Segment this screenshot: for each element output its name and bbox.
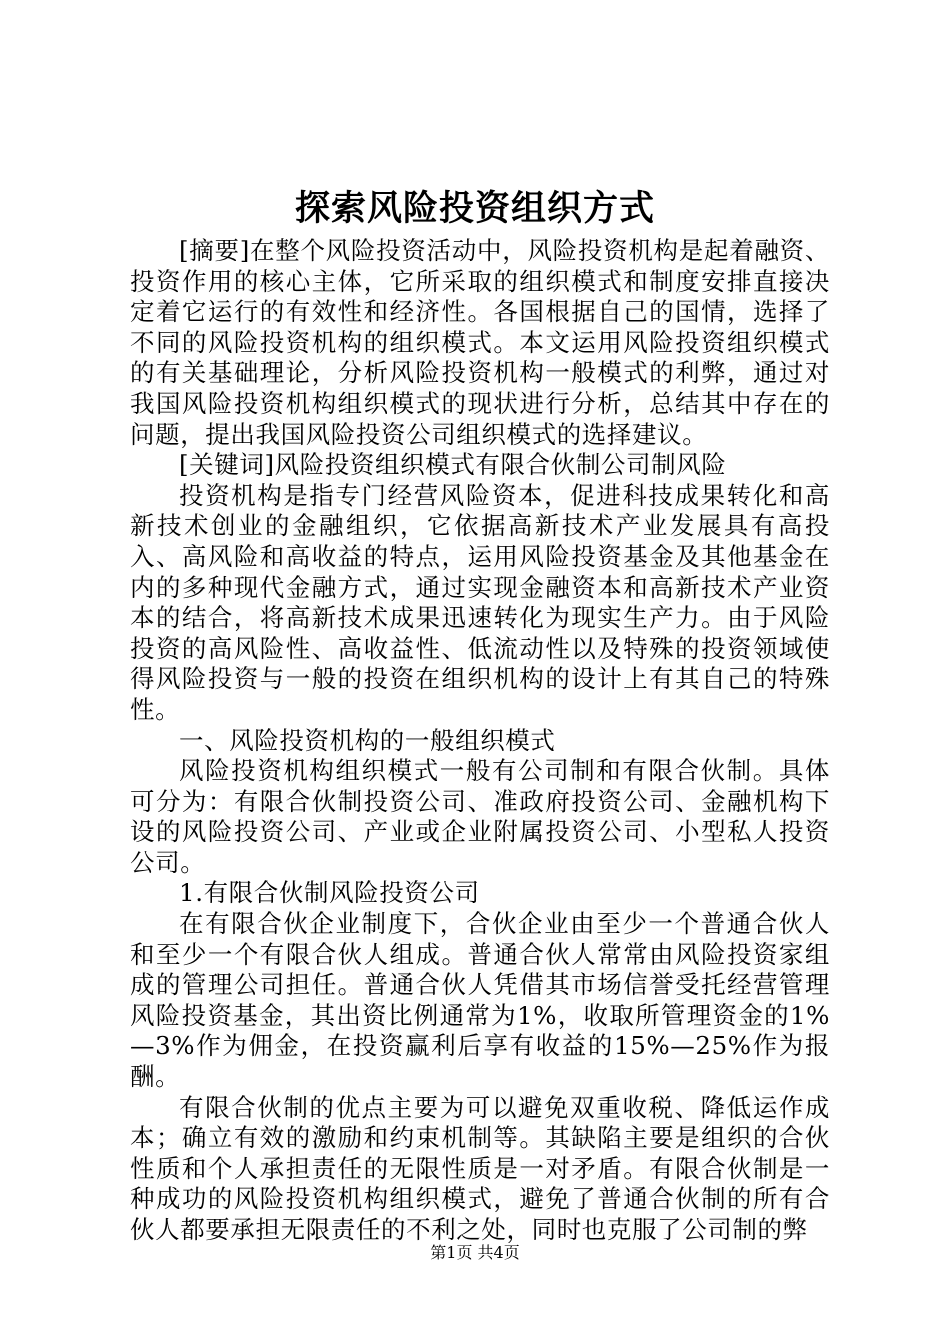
intro-paragraph: 投资机构是指专门经营风险资本，促进科技成果转化和高新技术创业的金融组织，它依据高新技术产业发展具有高投入、高风险和高收益的特点，运用风险投资基金及其他基金在内的多种现代金融方式，通过实现金融资本和高新技术产业资本的结合，将高新技术成果迅速转化为现实生产力。由于风险投资的高风险性、高收益性、低流动性以及特殊的投资领域使得风险投资与一般的投资在组织机构的设计上有其自己的特殊性。 xyxy=(130,480,830,724)
page-footer: 第1页 共4页 xyxy=(430,1243,520,1262)
body-paragraph: 在有限合伙企业制度下，合伙企业由至少一个普通合伙人和至少一个有限合伙人组成。普通合伙人常常由风险投资家组成的管理公司担任。普通合伙人凭借其市场信誉受托经营管理风险投资基金，其出资比例通常为1%，收取所管理资金的1%—3%作为佣金，在投资赢利后享有收益的15%—25%作为报酬。 xyxy=(130,909,830,1092)
abstract-paragraph: [摘要]在整个风险投资活动中，风险投资机构是起着融资、投资作用的核心主体，它所采取的组织模式和制度安排直接决定着它运行的有效性和经济性。各国根据自己的国情，选择了不同的风险投资机构的组织模式。本文运用风险投资组织模式的有关基础理论，分析风险投资机构一般模式的利弊，通过对我国风险投资机构组织模式的现状进行分析，总结其中存在的问题，提出我国风险投资公司组织模式的选择建议。 xyxy=(130,236,830,449)
document-title: 探索风险投资组织方式 xyxy=(294,188,655,229)
keywords-paragraph: [关键词]风险投资组织模式有限合伙制公司制风险 xyxy=(179,450,727,480)
section-heading: 一、风险投资机构的一般组织模式 xyxy=(179,725,556,755)
body-paragraph: 风险投资机构组织模式一般有公司制和有限合伙制。具体可分为：有限合伙制投资公司、准政府投资公司、金融机构下设的风险投资公司、产业或企业附属投资公司、小型私人投资公司。 xyxy=(130,756,830,877)
body-paragraph: 有限合伙制的优点主要为可以避免双重收税、降低运作成本；确立有效的激励和约束机制等。其缺陷主要是组织的合伙性质和个人承担责任的无限性质是一对矛盾。有限合伙制是一种成功的风险投资机构组织模式，避免了普通合伙制的所有合伙人都要承担无限责任的不利之处，同时也克服了公司制的弊 xyxy=(130,1092,830,1244)
document-body xyxy=(130,236,830,1246)
subsection-heading: 1.有限合伙制风险投资公司 xyxy=(179,878,480,908)
